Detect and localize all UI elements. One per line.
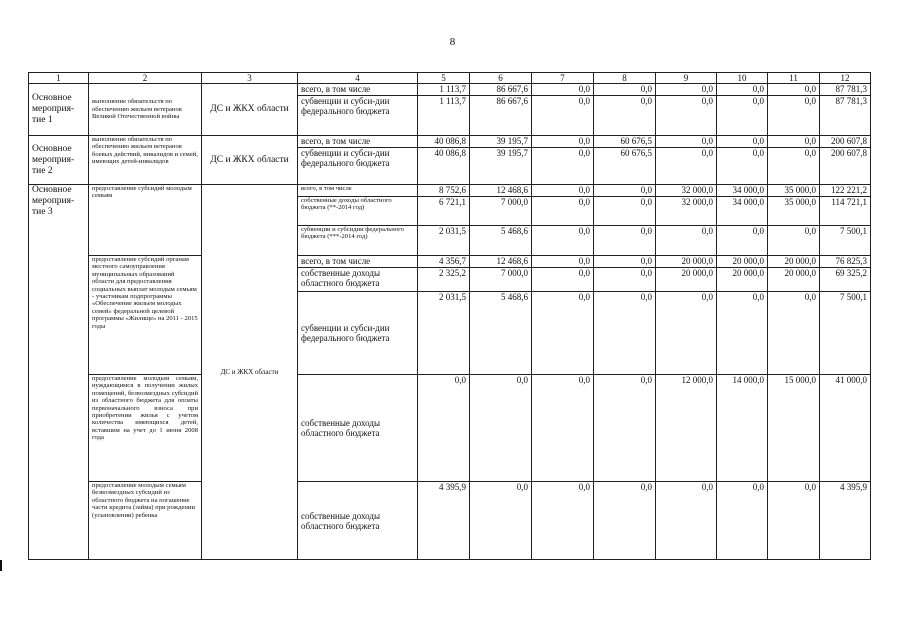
value-cell: 20 000,0 [717, 256, 768, 268]
funding-source: субвенции и субсидии федерального бюджета (***-2014 год) [298, 226, 418, 256]
value-cell: 0,0 [717, 292, 768, 375]
value-cell: 12 468,6 [470, 256, 532, 268]
value-cell: 12 000,0 [656, 375, 717, 482]
value-cell: 0,0 [594, 96, 656, 136]
table-row [29, 256, 871, 268]
value-cell: 0,0 [532, 96, 594, 136]
value-cell: 5 468,6 [470, 226, 532, 256]
page-number: 8 [449, 36, 456, 48]
value-cell: 0,0 [594, 256, 656, 268]
value-cell: 0,0 [717, 84, 768, 96]
table-row [29, 482, 871, 560]
header-cell: 11 [768, 73, 820, 84]
funding-source: собственные доходы областного бюджета [298, 375, 418, 482]
value-cell: 0,0 [768, 96, 820, 136]
value-cell: 7 500,1 [820, 292, 871, 375]
value-cell: 0,0 [594, 482, 656, 560]
funding-source: всего, в том числе [298, 136, 418, 148]
header-cell: 9 [656, 73, 717, 84]
header-cell: 2 [89, 73, 202, 84]
table-row [29, 375, 871, 482]
event-description: предоставление субсидий молодым семьям [89, 185, 202, 256]
header-cell: 3 [202, 73, 298, 84]
value-cell: 1 113,7 [418, 84, 470, 96]
value-cell: 0,0 [418, 375, 470, 482]
value-cell: 0,0 [717, 148, 768, 185]
value-cell: 0,0 [532, 136, 594, 148]
value-cell: 4 356,7 [418, 256, 470, 268]
funding-source: собственные доходы областного бюджета [298, 482, 418, 560]
table-row [29, 185, 871, 197]
value-cell: 0,0 [594, 292, 656, 375]
header-cell: 1 [29, 73, 89, 84]
value-cell: 39 195,7 [470, 136, 532, 148]
value-cell: 0,0 [656, 292, 717, 375]
value-cell: 4 395,9 [820, 482, 871, 560]
value-cell: 20 000,0 [768, 256, 820, 268]
value-cell: 86 667,6 [470, 96, 532, 136]
value-cell: 0,0 [594, 268, 656, 292]
value-cell: 0,0 [594, 84, 656, 96]
table-row [29, 84, 871, 96]
value-cell: 114 721,1 [820, 197, 871, 226]
value-cell: 0,0 [656, 84, 717, 96]
value-cell: 35 000,0 [768, 185, 820, 197]
value-cell: 0,0 [656, 482, 717, 560]
value-cell: 0,0 [532, 185, 594, 197]
event-name: Основное мероприя-тие 2 [29, 136, 89, 185]
event-name: Основное мероприя-тие 1 [29, 84, 89, 136]
value-cell: 20 000,0 [768, 268, 820, 292]
value-cell: 0,0 [717, 96, 768, 136]
header-cell: 7 [532, 73, 594, 84]
event-description: предоставление молодым семьям безвозмездных субсидий из областного бюджета на погашение части кредита (займа) при рождении (усыновлении) ребенка [89, 482, 202, 560]
executor: ДС и ЖКХ области [202, 84, 298, 136]
value-cell: 0,0 [717, 482, 768, 560]
event-name: Основное мероприя-тие 3 [29, 185, 89, 560]
value-cell: 0,0 [532, 375, 594, 482]
value-cell: 35 000,0 [768, 197, 820, 226]
event-description: выполнение обязательств по обеспечению жильем ветеранов боевых действий, инвалидов и семей, имеющих детей-инвалидов [89, 136, 202, 185]
value-cell: 2 031,5 [418, 226, 470, 256]
value-cell: 0,0 [768, 292, 820, 375]
value-cell: 0,0 [717, 136, 768, 148]
value-cell: 15 000,0 [768, 375, 820, 482]
value-cell: 4 395,9 [418, 482, 470, 560]
value-cell: 20 000,0 [656, 256, 717, 268]
header-cell: 12 [820, 73, 871, 84]
header-row [29, 73, 871, 84]
funding-source: всего, в том числе [298, 185, 418, 197]
value-cell: 200 607,8 [820, 148, 871, 185]
value-cell: 0,0 [532, 148, 594, 185]
value-cell: 0,0 [532, 197, 594, 226]
executor: ДС и ЖКХ области [202, 185, 298, 560]
value-cell: 0,0 [768, 482, 820, 560]
value-cell: 1 113,7 [418, 96, 470, 136]
value-cell: 69 325,2 [820, 268, 871, 292]
value-cell: 0,0 [656, 96, 717, 136]
value-cell: 0,0 [656, 226, 717, 256]
table-row [29, 136, 871, 148]
value-cell: 0,0 [532, 268, 594, 292]
header-cell: 5 [418, 73, 470, 84]
value-cell: 0,0 [768, 226, 820, 256]
value-cell: 7 000,0 [470, 268, 532, 292]
value-cell: 0,0 [594, 226, 656, 256]
value-cell: 0,0 [532, 226, 594, 256]
value-cell: 39 195,7 [470, 148, 532, 185]
funding-source: всего, в том числе [298, 256, 418, 268]
value-cell: 87 781,3 [820, 84, 871, 96]
value-cell: 60 676,5 [594, 148, 656, 185]
value-cell: 41 000,0 [820, 375, 871, 482]
value-cell: 60 676,5 [594, 136, 656, 148]
value-cell: 40 086,8 [418, 148, 470, 185]
value-cell: 122 221,2 [820, 185, 871, 197]
executor: ДС и ЖКХ области [202, 136, 298, 185]
value-cell: 34 000,0 [717, 185, 768, 197]
value-cell: 20 000,0 [656, 268, 717, 292]
value-cell: 0,0 [768, 136, 820, 148]
value-cell: 0,0 [656, 148, 717, 185]
value-cell: 0,0 [768, 148, 820, 185]
value-cell: 0,0 [717, 226, 768, 256]
header-cell: 4 [298, 73, 418, 84]
header-cell: 8 [594, 73, 656, 84]
event-description: предоставление молодым семьям, нуждающимся в получении жилых помещений, безвозмездных субсидий из областного бюджета для оплаты первоначального взноса при приобретении жилья с учетом количества имеющихся детей, вставшим на учет до 1 июня 2008 года [89, 375, 202, 482]
value-cell: 0,0 [532, 482, 594, 560]
value-cell: 0,0 [532, 292, 594, 375]
program-table [28, 72, 871, 560]
value-cell: 0,0 [594, 197, 656, 226]
event-description: предоставление субсидий органам местного самоуправления муниципальных образований области для предоставления социальных выплат молодым семьям - участникам подпрограммы «Обеспечение жильем молодых семей» федеральной целевой программы «Жилище» на 2011 - 2015 годы [89, 256, 202, 375]
value-cell: 34 000,0 [717, 197, 768, 226]
funding-source: субвенции и субси-дии федерального бюджета [298, 96, 418, 136]
value-cell: 32 000,0 [656, 185, 717, 197]
event-description: выполнение обязательств по обеспечению жильем ветеранов Великой Отечественной войны [89, 84, 202, 136]
value-cell: 0,0 [594, 185, 656, 197]
value-cell: 12 468,6 [470, 185, 532, 197]
funding-source: всего, в том числе [298, 84, 418, 96]
value-cell: 5 468,6 [470, 292, 532, 375]
funding-source: субвенции и субси-дии федерального бюджета [298, 292, 418, 375]
value-cell: 0,0 [532, 84, 594, 96]
value-cell: 14 000,0 [717, 375, 768, 482]
funding-source: собственные доходы областного бюджета [298, 268, 418, 292]
value-cell: 86 667,6 [470, 84, 532, 96]
scan-edge-mark [0, 560, 2, 571]
value-cell: 7 000,0 [470, 197, 532, 226]
value-cell: 6 721,1 [418, 197, 470, 226]
value-cell: 2 031,5 [418, 292, 470, 375]
value-cell: 76 825,3 [820, 256, 871, 268]
value-cell: 2 325,2 [418, 268, 470, 292]
value-cell: 0,0 [594, 375, 656, 482]
value-cell: 200 607,8 [820, 136, 871, 148]
value-cell: 7 500,1 [820, 226, 871, 256]
value-cell: 20 000,0 [717, 268, 768, 292]
header-cell: 10 [717, 73, 768, 84]
value-cell: 0,0 [768, 84, 820, 96]
value-cell: 0,0 [470, 375, 532, 482]
value-cell: 0,0 [656, 136, 717, 148]
value-cell: 8 752,6 [418, 185, 470, 197]
value-cell: 32 000,0 [656, 197, 717, 226]
value-cell: 0,0 [532, 256, 594, 268]
funding-source: субвенции и субси-дии федерального бюджета [298, 148, 418, 185]
value-cell: 87 781,3 [820, 96, 871, 136]
header-cell: 6 [470, 73, 532, 84]
funding-source: собственные доходы областного бюджета (**-2014 год) [298, 197, 418, 226]
value-cell: 0,0 [470, 482, 532, 560]
value-cell: 40 086,8 [418, 136, 470, 148]
